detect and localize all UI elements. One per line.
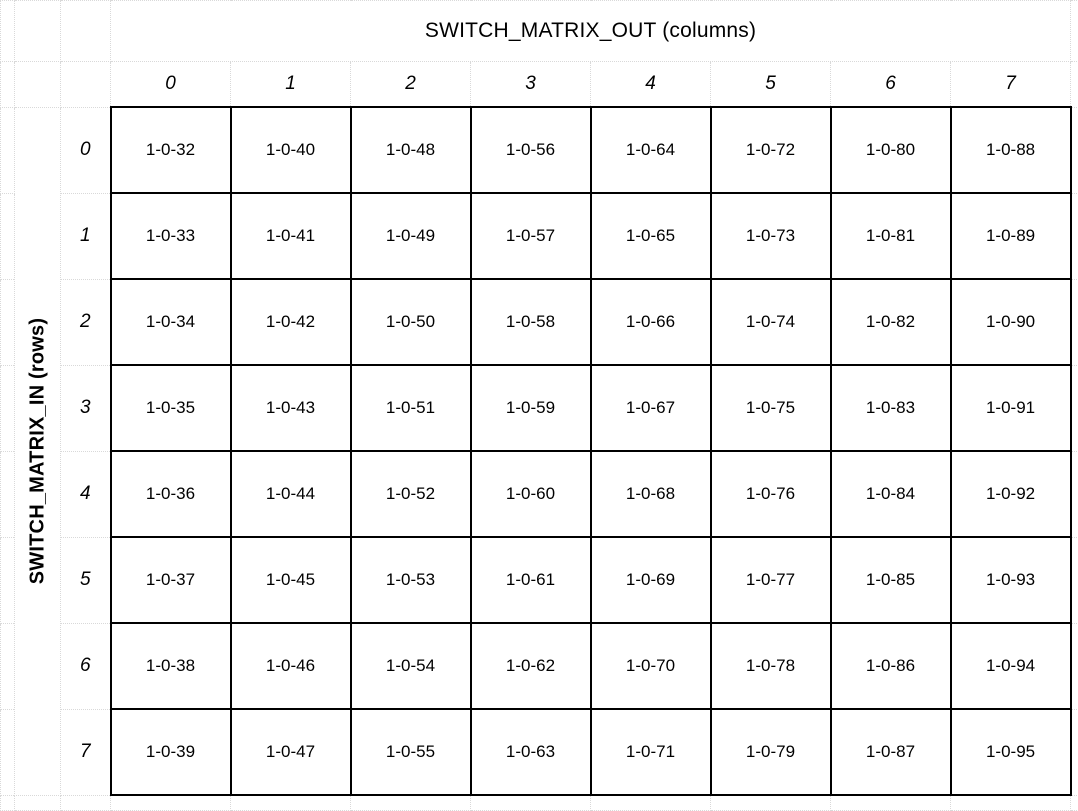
right-gutter (1071, 623, 1078, 709)
matrix-cell[interactable]: 1-0-74 (711, 279, 831, 365)
matrix-cell[interactable]: 1-0-41 (231, 193, 351, 279)
right-gutter (1071, 107, 1078, 193)
matrix-cell[interactable]: 1-0-93 (951, 537, 1071, 623)
matrix-cell[interactable]: 1-0-68 (591, 451, 711, 537)
corner-gutter (15, 62, 61, 108)
matrix-cell[interactable]: 1-0-90 (951, 279, 1071, 365)
bottom-gutter (15, 795, 61, 810)
matrix-cell[interactable]: 1-0-43 (231, 365, 351, 451)
row-axis-title-label: SWITCH_MATRIX_IN (rows) (26, 318, 49, 584)
matrix-cell[interactable]: 1-0-82 (831, 279, 951, 365)
matrix-cell[interactable]: 1-0-45 (231, 537, 351, 623)
bottom-gutter (231, 795, 351, 810)
bottom-gutter (471, 795, 591, 810)
matrix-cell[interactable]: 1-0-71 (591, 709, 711, 795)
matrix-cell[interactable]: 1-0-66 (591, 279, 711, 365)
matrix-cell[interactable]: 1-0-48 (351, 107, 471, 193)
matrix-cell[interactable]: 1-0-94 (951, 623, 1071, 709)
table-row (1, 107, 1078, 193)
left-gutter (1, 537, 15, 623)
matrix-cell[interactable]: 1-0-95 (951, 709, 1071, 795)
matrix-cell[interactable]: 1-0-47 (231, 709, 351, 795)
right-gutter (1071, 537, 1078, 623)
column-header-0: 0 (111, 62, 231, 108)
column-header-7: 7 (951, 62, 1071, 108)
bottom-gutter (831, 795, 951, 810)
matrix-cell[interactable]: 1-0-72 (711, 107, 831, 193)
left-gutter (1, 365, 15, 451)
column-axis-title: SWITCH_MATRIX_OUT (columns) (111, 1, 1071, 62)
corner-gutter (1, 62, 15, 108)
matrix-cell[interactable]: 1-0-36 (111, 451, 231, 537)
bottom-gutter (591, 795, 711, 810)
row-header-6: 6 (61, 623, 111, 709)
matrix-cell[interactable]: 1-0-57 (471, 193, 591, 279)
right-gutter (1071, 279, 1078, 365)
left-gutter (1, 709, 15, 795)
matrix-cell[interactable]: 1-0-35 (111, 365, 231, 451)
matrix-cell[interactable]: 1-0-58 (471, 279, 591, 365)
left-gutter (1, 451, 15, 537)
matrix-cell[interactable]: 1-0-59 (471, 365, 591, 451)
table-row (1, 623, 1078, 709)
left-gutter (1, 107, 15, 193)
matrix-cell[interactable]: 1-0-83 (831, 365, 951, 451)
matrix-cell[interactable]: 1-0-86 (831, 623, 951, 709)
matrix-cell[interactable]: 1-0-91 (951, 365, 1071, 451)
column-header-row (1, 62, 1078, 108)
matrix-cell[interactable]: 1-0-33 (111, 193, 231, 279)
column-header-6: 6 (831, 62, 951, 108)
left-gutter (1, 279, 15, 365)
matrix-cell[interactable]: 1-0-44 (231, 451, 351, 537)
matrix-cell[interactable]: 1-0-39 (111, 709, 231, 795)
right-gutter (1071, 709, 1078, 795)
matrix-cell[interactable]: 1-0-32 (111, 107, 231, 193)
matrix-cell[interactable]: 1-0-34 (111, 279, 231, 365)
column-header-4: 4 (591, 62, 711, 108)
matrix-cell[interactable]: 1-0-69 (591, 537, 711, 623)
table-row (1, 537, 1078, 623)
table-row (1, 279, 1078, 365)
matrix-cell[interactable]: 1-0-54 (351, 623, 471, 709)
row-header-0: 0 (61, 107, 111, 193)
left-gutter (1, 193, 15, 279)
matrix-cell[interactable]: 1-0-37 (111, 537, 231, 623)
bottom-gutter (951, 795, 1071, 810)
row-header-1: 1 (61, 193, 111, 279)
matrix-cell[interactable]: 1-0-76 (711, 451, 831, 537)
bottom-gutter (61, 795, 111, 810)
left-gutter (1, 623, 15, 709)
matrix-cell[interactable]: 1-0-55 (351, 709, 471, 795)
column-header-5: 5 (711, 62, 831, 108)
row-header-2: 2 (61, 279, 111, 365)
matrix-cell[interactable]: 1-0-87 (831, 709, 951, 795)
matrix-cell[interactable]: 1-0-50 (351, 279, 471, 365)
row-header-7: 7 (61, 709, 111, 795)
table-row (1, 451, 1078, 537)
matrix-cell[interactable]: 1-0-80 (831, 107, 951, 193)
right-gutter (1071, 365, 1078, 451)
matrix-cell[interactable]: 1-0-38 (111, 623, 231, 709)
corner-gutter (61, 1, 111, 62)
row-axis-title (15, 107, 61, 795)
right-gutter (1071, 1, 1078, 62)
matrix-cell[interactable]: 1-0-42 (231, 279, 351, 365)
table-row (1, 365, 1078, 451)
title-row (1, 1, 1078, 62)
corner-gutter (1, 1, 15, 62)
matrix-cell[interactable]: 1-0-92 (951, 451, 1071, 537)
matrix-cell[interactable]: 1-0-65 (591, 193, 711, 279)
matrix-cell[interactable]: 1-0-51 (351, 365, 471, 451)
matrix-cell[interactable]: 1-0-77 (711, 537, 831, 623)
corner-gutter (15, 1, 61, 62)
right-gutter (1071, 451, 1078, 537)
bottom-gutter (111, 795, 231, 810)
matrix-cell[interactable]: 1-0-52 (351, 451, 471, 537)
matrix-cell[interactable]: 1-0-78 (711, 623, 831, 709)
matrix-cell[interactable]: 1-0-73 (711, 193, 831, 279)
matrix-cell[interactable]: 1-0-85 (831, 537, 951, 623)
matrix-cell[interactable]: 1-0-89 (951, 193, 1071, 279)
matrix-cell[interactable]: 1-0-49 (351, 193, 471, 279)
matrix-cell[interactable]: 1-0-88 (951, 107, 1071, 193)
right-gutter (1071, 193, 1078, 279)
bottom-gutter-row (1, 795, 1078, 810)
matrix-cell[interactable]: 1-0-53 (351, 537, 471, 623)
column-header-2: 2 (351, 62, 471, 108)
matrix-cell[interactable]: 1-0-84 (831, 451, 951, 537)
corner-gutter (61, 62, 111, 108)
matrix-cell[interactable]: 1-0-40 (231, 107, 351, 193)
matrix-cell[interactable]: 1-0-67 (591, 365, 711, 451)
bottom-gutter (711, 795, 831, 810)
matrix-cell[interactable]: 1-0-60 (471, 451, 591, 537)
matrix-cell[interactable]: 1-0-70 (591, 623, 711, 709)
bottom-gutter (1071, 795, 1078, 810)
matrix-cell[interactable]: 1-0-75 (711, 365, 831, 451)
matrix-cell[interactable]: 1-0-46 (231, 623, 351, 709)
right-gutter (1071, 62, 1078, 108)
matrix-cell[interactable]: 1-0-63 (471, 709, 591, 795)
matrix-cell[interactable]: 1-0-81 (831, 193, 951, 279)
column-header-1: 1 (231, 62, 351, 108)
table-row (1, 709, 1078, 795)
table-row (1, 193, 1078, 279)
row-header-5: 5 (61, 537, 111, 623)
matrix-cell[interactable]: 1-0-56 (471, 107, 591, 193)
matrix-cell[interactable]: 1-0-62 (471, 623, 591, 709)
row-header-3: 3 (61, 365, 111, 451)
bottom-gutter (351, 795, 471, 810)
column-header-3: 3 (471, 62, 591, 108)
bottom-gutter (1, 795, 15, 810)
matrix-cell[interactable]: 1-0-64 (591, 107, 711, 193)
row-header-4: 4 (61, 451, 111, 537)
matrix-cell[interactable]: 1-0-79 (711, 709, 831, 795)
matrix-cell[interactable]: 1-0-61 (471, 537, 591, 623)
